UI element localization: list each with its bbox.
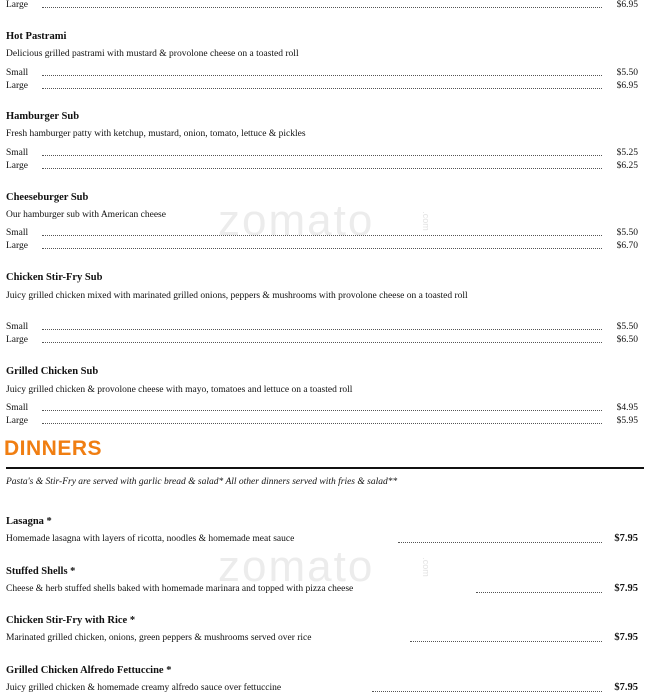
- dot-leader: [410, 632, 602, 642]
- dot-leader: [42, 402, 602, 411]
- dot-leader: [42, 160, 602, 169]
- dot-leader: [398, 533, 602, 543]
- size-label: Small: [6, 228, 29, 238]
- price: $5.50: [616, 228, 638, 238]
- price-row: [6, 240, 638, 252]
- price: $6.95: [616, 0, 638, 10]
- item-title: Chicken Stir-Fry Sub: [6, 272, 103, 283]
- dinners-note: Pasta's & Stir-Fry are served with garlic bread & salad* All other dinners served with fries & salad**: [6, 477, 398, 487]
- price: $6.70: [616, 241, 638, 251]
- item-description: Juicy grilled chicken & homemade creamy alfredo sauce over fettuccine: [6, 683, 282, 693]
- watermark-bottom-suffix: .com: [420, 557, 431, 577]
- price-row: [6, 334, 638, 346]
- watermark-bottom: zomato: [218, 542, 375, 591]
- dot-leader: [372, 682, 602, 692]
- price: $5.50: [616, 322, 638, 332]
- dot-leader: [42, 80, 602, 89]
- item-description: Our hamburger sub with American cheese: [6, 210, 166, 220]
- price: $6.50: [616, 335, 638, 345]
- price-row: [6, 321, 638, 333]
- price: $6.25: [616, 161, 638, 171]
- size-label: Large: [6, 416, 28, 426]
- dinner-row: [6, 583, 638, 596]
- price: $6.95: [616, 81, 638, 91]
- size-label: Large: [6, 161, 28, 171]
- item-title: Hot Pastrami: [6, 31, 67, 42]
- price-row: [6, 415, 638, 427]
- dot-leader: [42, 227, 602, 236]
- price-row: [6, 0, 638, 11]
- dot-leader: [42, 0, 602, 8]
- item-description: Delicious grilled pastrami with mustard & provolone cheese on a toasted roll: [6, 49, 299, 59]
- item-description: Juicy grilled chicken & provolone cheese with mayo, tomatoes and lettuce on a toasted roll: [6, 385, 353, 395]
- price-row: [6, 402, 638, 414]
- dinner-row: [6, 632, 638, 645]
- dot-leader: [42, 67, 602, 76]
- price-row: [6, 227, 638, 239]
- size-label: Small: [6, 403, 29, 413]
- size-label: Large: [6, 241, 28, 251]
- price: $4.95: [616, 403, 638, 413]
- dinner-row: [6, 682, 638, 695]
- price: $7.95: [614, 583, 638, 594]
- item-description: Cheese & herb stuffed shells baked with homemade marinara and topped with pizza cheese: [6, 584, 354, 594]
- price: $5.50: [616, 68, 638, 78]
- dinner-row: [6, 533, 638, 546]
- item-title: Hamburger Sub: [6, 111, 80, 122]
- item-title: Lasagna *: [6, 516, 52, 527]
- item-title: Grilled Chicken Sub: [6, 366, 99, 377]
- price: $5.25: [616, 148, 638, 158]
- item-title: Grilled Chicken Alfredo Fettuccine *: [6, 665, 172, 676]
- size-label: Large: [6, 0, 28, 10]
- dot-leader: [476, 583, 602, 593]
- price-row: [6, 67, 638, 79]
- size-label: Large: [6, 81, 28, 91]
- size-label: Small: [6, 322, 29, 332]
- section-divider: [6, 467, 644, 469]
- watermark-top: zomato: [218, 196, 375, 245]
- item-description: Homemade lasagna with layers of ricotta, noodles & homemade meat sauce: [6, 534, 295, 544]
- item-title: Chicken Stir-Fry with Rice *: [6, 615, 136, 626]
- item-description: Marinated grilled chicken, onions, green peppers & mushrooms served over rice: [6, 633, 312, 643]
- price: $7.95: [614, 682, 638, 693]
- item-description: Juicy grilled chicken mixed with marinated grilled onions, peppers & mushrooms with provolone cheese on a toasted roll: [6, 291, 468, 301]
- price-row: [6, 147, 638, 159]
- price-row: [6, 160, 638, 172]
- dot-leader: [42, 334, 602, 343]
- item-title: Stuffed Shells *: [6, 566, 76, 577]
- dot-leader: [42, 415, 602, 424]
- size-label: Small: [6, 68, 29, 78]
- size-label: Large: [6, 335, 28, 345]
- size-label: Small: [6, 148, 29, 158]
- item-description: Fresh hamburger patty with ketchup, mustard, onion, tomato, lettuce & pickles: [6, 129, 306, 139]
- watermark-top-suffix: .com: [420, 211, 431, 231]
- dot-leader: [42, 240, 602, 249]
- price: $7.95: [614, 533, 638, 544]
- price: $7.95: [614, 632, 638, 643]
- dot-leader: [42, 321, 602, 330]
- price: $5.95: [616, 416, 638, 426]
- dot-leader: [42, 147, 602, 156]
- section-heading-dinners: DINNERS: [4, 437, 103, 460]
- price-row: [6, 80, 638, 92]
- item-title: Cheeseburger Sub: [6, 192, 89, 203]
